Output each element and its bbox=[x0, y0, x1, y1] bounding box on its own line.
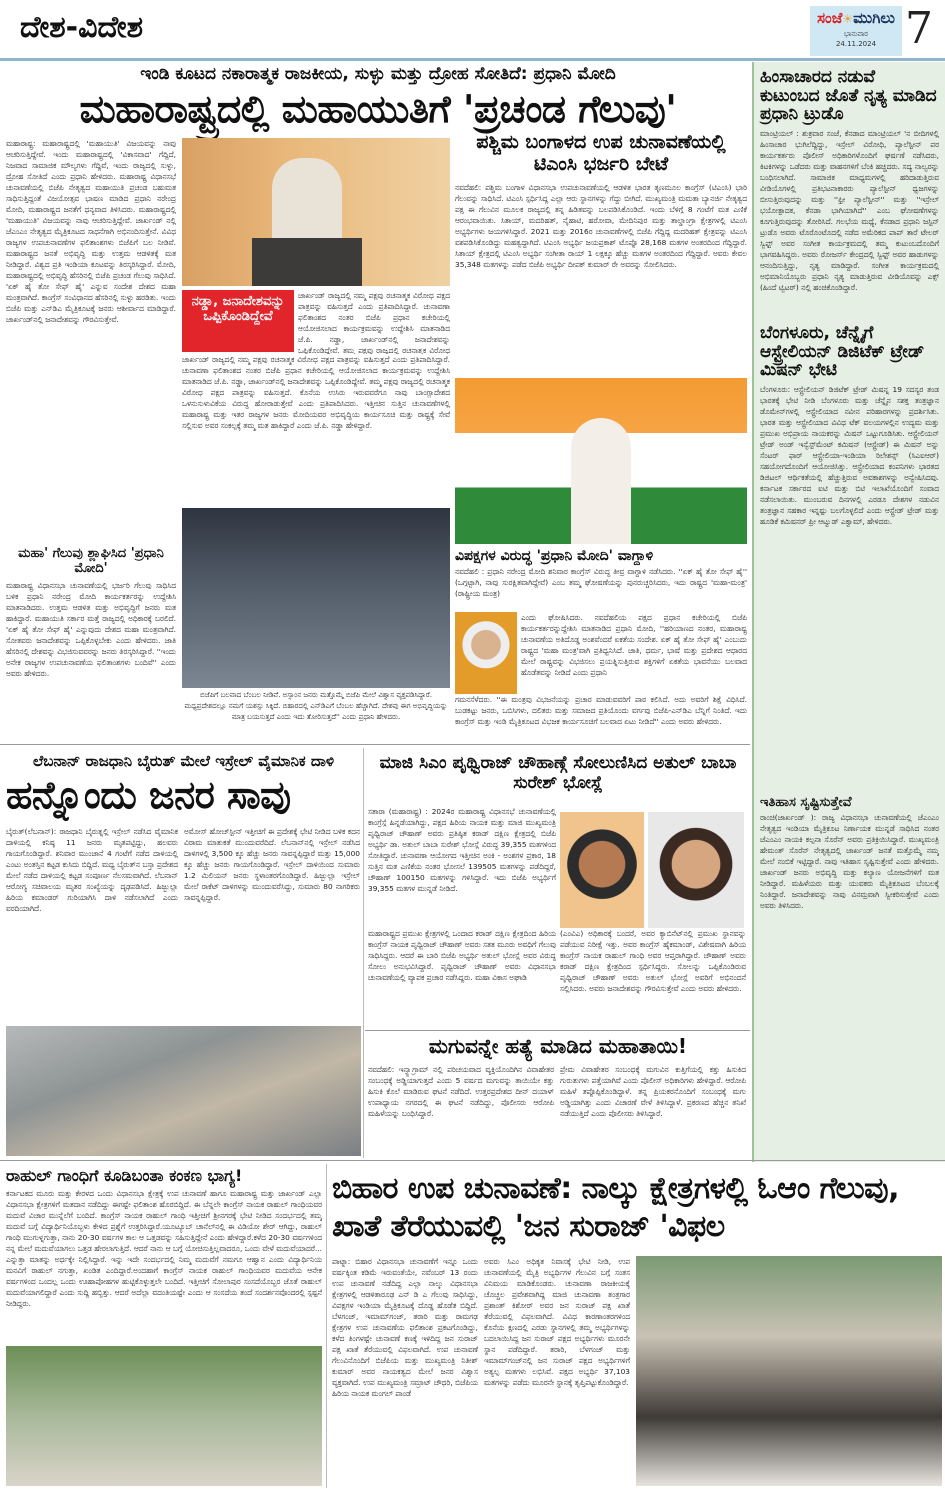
lebanon-body-col1: ಬೈರುತ್(ಲೆಬನಾನ್): ರಾಜಧಾನಿ ಬೈರುತ್ನಲ್ಲಿ ಇಸ್ರೇಲ್ ನಡೆಸಿದ ವೈಮಾನಿಕ ದಾಳಿಯಲ್ಲಿ ಕನಿಷ್ಠ 11 ಜನರು ಮೃತಪಟ್ಟಿದ್ದು, ಹಲವರು ಗಾಯಗೊಂಡಿದ್ದಾರೆ. ಶನಿವಾರ ಮುಂಜಾನೆ 4 ಗಂಟೆಗೆ ನಡೆದ ದಾಳಿಯಲ್ಲಿ ಎಂಟು ಅಂತಸ್ತಿನ ಕಟ್ಟಡ ಕುಸಿದು ಬಿದ್ದಿದೆ. ಮಧ್ಯ ಬೈರುತ್‌ನ ಬಸ್ತಾ ಪ್ರದೇಶದ ಮೇಲೆ ನಡೆದ ದಾಳಿಯಲ್ಲಿ ಕಟ್ಟಡ ಸಂಪೂರ್ಣ ನೆಲಸಮವಾಗಿದೆ. ಲೆಬನಾನ್ ಆರೋಗ್ಯ ಸಚಿವಾಲಯ ಮೃತರ ಸಂಖ್ಯೆಯನ್ನು ದೃಢಪಡಿಸಿದೆ. ಹಿಜ್ಬುಲ್ಲಾ ಹಿರಿಯ ಕಮಾಂಡರ್ ಗುರಿಯಾಗಿಸಿ ದಾಳಿ ನಡೆಸಲಾಗಿದೆ ಎಂದು ವರದಿಯಾಗಿದೆ. bbox=[6, 827, 178, 913]
chavan-body-top: ಸತಾರಾ (ಮಹಾರಾಷ್ಟ್ರ) : 2024ರ ಮಹಾರಾಷ್ಟ್ರ ವಿಧಾನಸಭೆ ಚುನಾವಣೆಯಲ್ಲಿ ಕಾಂಗ್ರೆಸ್ಗೆ ಹಿನ್ನಡೆಯಾಗಿದ್ದು, ಪಕ್ಷದ ಹಿರಿಯ ನಾಯಕ ಮತ್ತು ಮಾಜಿ ಮುಖ್ಯಮಂತ್ರಿ ಪೃಥ್ವಿರಾಜ್ ಚೌಹಾಣ್ ಅವರು ಪ್ರತಿಷ್ಠಿತ ಕರಾಡ್ ದಕ್ಷಿಣ ಕ್ಷೇತ್ರದಲ್ಲಿ ಬಿಜೆಪಿ ಅಭ್ಯರ್ಥಿ ಡಾ. ಅತುಲ್ ಬಾಬಾ ಸುರೇಶ್ ಭೋಸ್ಲೆ ವಿರುದ್ಧ 39,355 ಮತಗಳಿಂದ ಸೋತಿದ್ದಾರೆ. ಚುನಾವಣಾ ಆಯೋಗದ ಇತ್ತೀಚಿನ ಅಂಕಿ - ಅಂಶಗಳ ಪ್ರಕಾರ, 18 ಸುತ್ತಿನ ಮತ ಎಣಿಕೆಯ ನಂತರ ಭೋಸಲೆ 139505 ಮತಗಳನ್ನು ಪಡೆದಿದ್ದರೆ, ಚೌಹಾಣ್ 100150 ಮತಗಳನ್ನು ಗಳಿಸಿದ್ದಾರೆ. ಇದು ಬಿಜೆಪಿ ಅಭ್ಯರ್ಥಿಗೆ 39,355 ಮತಗಳ ಮುನ್ನಡೆ ನೀಡಿದೆ. bbox=[368, 807, 556, 893]
divider bbox=[365, 1030, 750, 1031]
lead-kicker: ಇಂಡಿ ಕೂಟದ ನಕಾರಾತ್ಮಕ ರಾಜಕೀಯ, ಸುಳ್ಳು ಮತ್ತು ದ್ರೋಹ ಸೋತಿದೆ: ಪ್ರಧಾನಿ ಮೋದಿ bbox=[140, 64, 616, 84]
mamata-photo bbox=[455, 378, 747, 544]
bengal-headline: ಪಶ್ಚಿಮ ಬಂಗಾಳದ ಉಪ ಚುನಾವಣೆಯಲ್ಲಿ ಟಿಎಂಸಿ ಭರ್ಜರಿ ಬೇಟೆ bbox=[476, 131, 726, 175]
divider bbox=[326, 1164, 327, 1488]
rahul-gandhi-photo bbox=[6, 1346, 322, 1486]
chavan-body-col2: (ಎಂವಿಎ) ಅಧಿಕಾರಕ್ಕೆ ಬಂದರೆ, ಅವರ ಕ್ಯಾಬಿನೆಟ್‌ನಲ್ಲಿ ಪ್ರಮುಖ ಸ್ಥಾನವನ್ನು ಪಡೆಯುವ ನಿರೀಕ್ಷೆ ಇತ್ತು. ಅವರ ಕಾಂಗ್ರೆಸ್ ಹೈಕಮಾಂಡ್, ವಿಶೇಷವಾಗಿ ಹಿರಿಯ ಕಾಂಗ್ರೆಸ್ ನಾಯಕ ರಾಹುಲ್ ಗಾಂಧಿ ಅವರ ಆಪ್ತರಾಗಿದ್ದಾರೆ. ಚೌಹಾಣ್ ಅವರು ಕರಾಡ್ ದಕ್ಷಿಣ ಕ್ಷೇತ್ರದಿಂದ ಸ್ಪರ್ಧಿಸಿದ್ದರು. ಸೋಲನ್ನು ಒಪ್ಪಿಕೊಂಡಿರುವ ಪೃಥ್ವಿರಾಜ್ ಚೌಹಾಣ್ ಅವರು ಅತುಲ್ ಭೋಸ್ಲೆ ಅವರಿಗೆ ಅಭಿನಂದನೆ ಸಲ್ಲಿಸಿದರು. ಅವರು ಜನಾದೇಶವನ್ನು ಗೌರವಿಸುತ್ತೇವೆ ಎಂದು ಅವರು ಹೇಳಿದರು. bbox=[560, 929, 746, 993]
header-rule bbox=[0, 58, 945, 61]
right-sidebar bbox=[752, 62, 945, 1162]
trudeau-headline: ಹಿಂಸಾಚಾರದ ನಡುವೆ ಕುಟುಂಬದ ಜೊತೆ ನೃತ್ಯ ಮಾಡಿದ ಪ್ರಧಾನಿ ಟ್ರುಡೊ bbox=[760, 67, 937, 125]
lebanon-body-col2: ಅಮೋಸ್ ಹೋಚ್‌ಸ್ಟೀನ್ ಇತ್ತೀಚಿಗೆ ಈ ಪ್ರದೇಶಕ್ಕೆ ಭೇಟಿ ನೀಡಿದ ಬಳಿಕ ಕದನ ವಿರಾಮ ಮಾತುಕತೆ ಮುಂದುವರೆದಿದೆ. ಲೆಬನಾನ್‌ನಲ್ಲಿ ಇಸ್ರೇಲ್ ನಡೆಸಿದ ದಾಳಿಗಳಲ್ಲಿ 3,500 ಕ್ಕೂ ಹೆಚ್ಚು ಜನರು ಸಾವನ್ನಪ್ಪಿದ್ದಾರೆ ಮತ್ತು 15,000 ಕ್ಕೂ ಹೆಚ್ಚು ಜನರು ಗಾಯಗೊಂಡಿದ್ದಾರೆ. ಇಸ್ರೇಲ್ ದಾಳಿಯಿಂದ ಸುಮಾರು 1.2 ಮಿಲಿಯನ್ ಜನರು ಸ್ಥಳಾಂತರಗೊಂಡಿದ್ದಾರೆ. ಹಿಜ್ಬುಲ್ಲಾ ಇಸ್ರೇಲ್ ಮೇಲೆ ರಾಕೆಟ್ ದಾಳಿಗಳನ್ನು ಮುಂದುವರೆಸಿದ್ದು, ಸುಮಾರು 80 ನಾಗರಿಕರು ಸಾವನ್ನಪ್ಪಿದ್ದಾರೆ. bbox=[184, 827, 360, 902]
history-headline: ಇತಿಹಾಸ ಸೃಷ್ಟಿಸುತ್ತೇವೆ bbox=[760, 795, 852, 811]
chavan-headline: ಮಾಜಿ ಸಿಎಂ ಪೃಥ್ವಿರಾಜ್ ಚೌಹಾಣ್ಗೆ ಸೋಲುಣಿಸಿದ ಅತುಲ್ ಬಾಬಾ ಸುರೇಶ್ ಭೋಸ್ಲೆ bbox=[379, 753, 737, 793]
mother-body-col2: ಪ್ರೇಮ ವಿವಾಹೇತರ ಸಂಬಂಧಕ್ಕೆ ಮಗುವಿನ ಕುತ್ತಿಗೆಯಲ್ಲಿ ಕತ್ತು ಹಿಸುಕಿದ ಗುರುತುಗಳು ಪತ್ತೆಯಾಗಿವೆ ಎಂದು ಪೊಲೀಸ್ ಅಧಿಕಾರಿಗಳು ಹೇಳಿದ್ದಾರೆ. ಆರೋಪಿ ಮಹಿಳೆ ತಪ್ಪೊಪ್ಪಿಕೊಂಡಿದ್ದಾಳೆ. ತನ್ನ ಪ್ರಿಯಕರನೊಂದಿಗೆ ಸಂಬಂಧಕ್ಕೆ ಮಗು ಅಡ್ಡಿಯಾಗಿತ್ತು ಎಂದು ವಿಚಾರಣೆ ವೇಳೆ ತಿಳಿಸಿದ್ದಾಳೆ. ಪ್ರಕರಣದ ಹೆಚ್ಚಿನ ತನಿಖೆ ನಡೆಯುತ್ತಿದೆ ಎಂದು ಪೊಲೀಸರು ತಿಳಿಸಿದ್ದಾರೆ. bbox=[560, 1065, 746, 1118]
photo-caption: ಬಿಜೆಪಿಗೆ ಬಲವಾದ ಬೆಂಬಲ ನೀಡಿವೆ. ಅಸ್ಸಾಂನ ಜನರು ಮತ್ತೊಮ್ಮೆ ಬಿಜೆಪಿ ಮೇಲೆ ವಿಶ್ವಾಸ ವ್ಯಕ್ತಪಡಿಸಿದ್ದಾರೆ. ಮಧ್ಯಪ್ರದೇಶದಲ್ಲೂ ನಮಗೆ ಯಶಸ್ಸು ಸಿಕ್ಕಿದೆ. ಬಿಹಾರದಲ್ಲಿ ಎನ್‌ಡಿಎಗೆ ಬೆಂಬಲ ಹೆಚ್ಚಾಗಿದೆ. ದೇಶವು ಈಗ ಅಭಿವೃದ್ಧಿಯನ್ನು ಮಾತ್ರ ಬಯಸುತ್ತದೆ ಎಂದು ಇದು ತೋರಿಸುತ್ತದೆ'' ಎಂದು ಪ್ರಧಾನಿ ಹೇಳಿದರು. bbox=[184, 691, 448, 721]
divider bbox=[0, 744, 750, 745]
section-title: ದೇಶ-ವಿದೇಶ bbox=[20, 10, 144, 45]
modi-speech-photo bbox=[182, 138, 450, 286]
page-number: 7 bbox=[905, 3, 933, 54]
bengal-body: ನವದೆಹಲಿ: ಪಶ್ಚಿಮ ಬಂಗಾಳ ವಿಧಾನಸಭಾ ಉಪಚುನಾವಣೆಯಲ್ಲಿ ಆಡಳಿತ ಭಾರತ ತೃಣಮೂಲ ಕಾಂಗ್ರೆಸ್ (ಟಿಎಂಸಿ) ಭಾರಿ ಗೆಲುವನ್ನು ಸಾಧಿಸಿದೆ. ಟಿಎಂಸಿ ಸ್ಪರ್ಧಿಸಿದ್ದ ಎಲ್ಲಾ ಆರು ಸ್ಥಾನಗಳನ್ನು ಗೆದ್ದು ಬೀಗಿದೆ. ಮುಖ್ಯಮಂತ್ರಿ ಮಮತಾ ಬ್ಯಾನರ್ಜಿ ನೇತೃತ್ವದ ಪಕ್ಷ ಈ ಗೆಲುವಿನ ಮೂಲಕ ರಾಜ್ಯದಲ್ಲಿ ತನ್ನ ಹಿಡಿತವನ್ನು ಬಲಪಡಿಸಿಕೊಂಡಿದೆ. ಇಂದು ಬೆಳಿಗ್ಗೆ 8 ಗಂಟೆಗೆ ಮತ ಎಣಿಕೆ ಆರಂಭವಾಯಿತು. ಸಿತಾಯ್, ಮದರಿಹತ್, ನೈಹಾಟಿ, ಹರೋವಾ, ಮೇದಿನಿಪುರ ಮತ್ತು ತಾಲ್ಡಾಂಗ್ರಾ ಕ್ಷೇತ್ರಗಳಲ್ಲಿ ಟಿಎಂಸಿ ಅಭ್ಯರ್ಥಿಗಳು ಜಯಗಳಿಸಿದ್ದಾರೆ. 2021 ಮತ್ತು 2016ರ ಚುನಾವಣೆಗಳಲ್ಲಿ ಬಿಜೆಪಿ ಗೆದ್ದಿದ್ದ ಮದರಿಹತ್ ಕ್ಷೇತ್ರವನ್ನು ಟಿಎಂಸಿ ವಶಪಡಿಸಿಕೊಂಡಿದ್ದು ಮಹತ್ವದ್ದಾಗಿದೆ. ಟಿಎಂಸಿ ಅಭ್ಯರ್ಥಿ ಜಯಪ್ರಕಾಶ್ ಟೊಪ್ಪೊ 28,168 ಮತಗಳ ಅಂತರದಿಂದ ಗೆದ್ದಿದ್ದಾರೆ. ಸಿತಾಯ್ ಕ್ಷೇತ್ರದಲ್ಲಿ ಟಿಎಂಸಿ ಅಭ್ಯರ್ಥಿ ಸಂಗೀತಾ ರಾಯ್ 1 ಲಕ್ಷಕ್ಕೂ ಹೆಚ್ಚು ಮತಗಳ ಅಂತರದಿಂದ ಗೆದ್ದಿದ್ದಾರೆ. ಅವರು ಕೇವಲ 35,348 ಮತಗಳನ್ನು ಪಡೆದ ಬಿಜೆಪಿ ಅಭ್ಯರ್ಥಿ ದೀಪಕ್ ಕುಮಾರ್ ರೇ ಅವರನ್ನು ಸೋಲಿಸಿದರು. bbox=[455, 183, 747, 269]
lebanon-headline: ಹನ್ನೊಂದು ಜನರ ಸಾವು bbox=[6, 773, 291, 817]
nadda-text-side: ಜಾರ್ಖಂಡ್ ರಾಜ್ಯದಲ್ಲಿ ನಮ್ಮ ಪಕ್ಷವು ರಚನಾತ್ಮಕ ವಿರೋಧ ಪಕ್ಷದ ಪಾತ್ರವನ್ನು ವಹಿಸುತ್ತದೆ ಎಂದು ಪ್ರತಿಪಾದಿಸಿದ್ದಾರೆ. ಚುನಾವಣಾ ಫಲಿತಾಂಶದ ನಂತರ ಬಿಜೆಪಿ ಪ್ರಧಾನ ಕಚೇರಿಯಲ್ಲಿ ಆಯೋಜಿಸಲಾದ ಕಾರ್ಯಕ್ರಮವನ್ನು ಉದ್ದೇಶಿಸಿ ಮಾತನಾಡಿದ ಜೆ.ಪಿ. ನಡ್ಡಾ, ಜಾರ್ಖಂಡ್‌ನಲ್ಲಿ ಜನಾದೇಶವನ್ನು ಒಪ್ಪಿಕೊಂಡಿದ್ದೇವೆ. ತಮ್ಮ ಪಕ್ಷವು ರಾಜ್ಯದಲ್ಲಿ ರಚನಾತ್ಮಕ ವಿರೋಧ bbox=[298, 291, 450, 354]
rahul-body: ಕರ್ನಾಟಕದ ಮೂರು ಮತ್ತು ಕೇರಳದ ಒಂದು ವಿಧಾನಸಭಾ ಕ್ಷೇತ್ರಕ್ಕೆ ಉಪ ಚುನಾವಣೆ ಹಾಗೂ ಮಹಾರಾಷ್ಟ್ರ ಮತ್ತು ಜಾರ್ಖಂಡ್ ಎಲ್ಲಾ ವಿಧಾನಸಭಾ ಕ್ಷೇತ್ರಗಳಿಗೆ ಮತದಾನ ನಡೆದಿದ್ದು ಈಗಷ್ಟೇ ಫಲಿತಾಂಶ ಹೊರಬಿದ್ದಿದೆ. ಈ ಬೆನ್ನಲೇ ಕಾಂಗ್ರೆಸ್ ನಾಯಕ ರಾಹುಲ್ ಗಾಂಧಿಯವರ ಮದುವೆ ವಿಚಾರ ಮುನ್ನೆಲೆಗೆ ಬಂದಿದೆ. ಕಾಂಗ್ರೆಸ್ ನಾಯಕ ರಾಹುಲ್ ಗಾಂಧಿ ಇತ್ತೀಚಿಗೆ ಶ್ರೀನಗರಕ್ಕೆ ಭೇಟಿ ನೀಡಿದ ಸಂದರ್ಭದಲ್ಲಿ ತಮ್ಮ ಮದುವೆ ಬಗ್ಗೆ ವಿದ್ಯಾರ್ಥಿನಿಯೊಬ್ಬಳು ಕೇಳಿದ ಪ್ರಶ್ನೆಗೆ ಉತ್ತರಿಸಿದ್ದಾರೆ.ಯೂಟ್ಯೂಬ್ ಚಾನೆಲ್‌ನಲ್ಲಿ ಈ ವಿಡಿಯೋ ಶೇರ್ ಆಗಿದ್ದು, ರಾಹುಲ್ ಗಾಂಧಿ ಮುಗುಳ್ನಗುತ್ತಾ, ನಾನು 20-30 ವರ್ಷಗಳ ಕಾಲ ಆ ಒತ್ತಡವನ್ನು ಸಹಿಸುತ್ತಿದ್ದೇನೆ ಎಂದು ಹೇಳಿದ್ದಾರೆ.ಕಳೆದ 20-30 ವರ್ಷಗಳಿಂದ ನನ್ನ ಮೇಲೆ ಮದುವೆಯಾಗಲು ಒತ್ತಡ ಹೇರಲಾಗುತ್ತಿದೆ. ಆದರೆ ನಾನು ಆ ಬಗ್ಗೆ ಯೋಚಿಸುತ್ತಿಲ್ಲವಾದರೂ, ಒಂದು ವೇಳೆ ಮದುವೆಯಾದರೆ... ಎನ್ನುತ್ತಾ ಮಾತನ್ನು ಅರ್ಧಕ್ಕೇ ನಿಲ್ಲಿಸಿದ್ದಾರೆ. ಇನ್ನು ಇದೇ ಸಂದರ್ಭದಲ್ಲಿ ನಿಮ್ಮ ಮದುವೆಗೆ ನಮಗೂ ಆಹ್ವಾನ ಎಂದು ವಿದ್ಯಾರ್ಥಿನಿಯ ಮನವಿಗೆ ರಾಹುಲ್ ನಗುತ್ತಾ, ಖಂಡಿತ ಎಂದಿದ್ದಾರೆ.ಅಂದಹಾಗೆ ಕಾಂಗ್ರೆಸ್ ನಾಯಕ ರಾಹುಲ್ ಗಾಂಧಿಯವರ ಮದುವೆಯ ಆನೇಕ ವರ್ಷಗಳಿಂದ ಒಂದಲ್ಲ ಒಂದು ಊಹಾಪೋಹಗಳ ಹುಟ್ಟಿಕೊಳ್ಳುತ್ತಲೇ ಬಂದಿದೆ. ಇತ್ತೀಚಿಗೆ ಸೋಲಾಪುರ ಸಂಸದೆಯೊಬ್ಬರ ಜೊತೆ ರಾಹುಲ್ ಮದುವೆಯಾಗಲಿದ್ದಾರೆ ಎಂದು ಸುದ್ದಿ ಹಬ್ಬಿತ್ತು. ಆದರೆ ಅದೆಲ್ಲಾ ವದಂತಿಯಷ್ಟೇ ಎಂದು ಆ ಸಂಸದೆಯ ತಂದೆ ಸಂದರ್ಶನವೊಂದರಲ್ಲಿ ಸ್ಪಷ್ಟನೆ ನೀಡಿದ್ದರು. bbox=[6, 1189, 322, 1308]
brand-logo bbox=[810, 9, 902, 27]
modi-attack-body-top: ನವದೆಹಲಿ : ಪ್ರಧಾನಿ ನರೇಂದ್ರ ಮೋದಿ ಶನಿವಾರ ಕಾಂಗ್ರೆಸ್ ವಿರುದ್ಧ ತೀವ್ರ ವಾಗ್ದಾಳಿ ನಡೆಸಿದರು. ''ಏಕ್ ಹೈ ತೋ ಸೇಫ್ ಹೈ'' (ಒಗ್ಗಟ್ಟಾಗಿ, ನಾವು ಸುರಕ್ಷಿತವಾಗಿದ್ದೇವೆ) ಎಂಬ ತಮ್ಮ ಘೋಷಣೆಯನ್ನು ಪುನರುಚ್ಚರಿಸಿದರು, ಇದು ರಾಷ್ಟ್ರದ 'ಮಹಾ-ಮಂತ್ರ' (ರಾಷ್ಟ್ರೀಯ ಮಂತ್ರ) bbox=[455, 567, 747, 598]
bihar-celebration-photo bbox=[636, 1256, 942, 1486]
history-body: ರಾಂಚಿ(ಜಾರ್ಖಂಡ್ ): ರಾಜ್ಯ ವಿಧಾನಸಭಾ ಚುನಾವಣೆಯಲ್ಲಿ ಜೆಎಂಎಂ ನೇತೃತ್ವದ ಇಂಡಿಯಾ ಮೈತ್ರಿಕೂಟ ನಿರ್ಣಾಯಕ ಮುನ್ನಡೆ ಸಾಧಿಸಿದ ನಂತರ ಜೆಎಂಎಂ ನಾಯಕಿ ಕಲ್ಪನಾ ಸೊರೆನ್ ಅವರು ಪ್ರತಿಕ್ರಿಯಿಸಿದ್ದಾರೆ. ಮುಖ್ಯಮಂತ್ರಿ ಹೇಮಂತ್ ಸೊರೆನ್ ನೇತೃತ್ವದಲ್ಲಿ ಜಾರ್ಖಂಡ್ ಜನತೆ ಮತ್ತೊಮ್ಮೆ ನಮ್ಮ ಮೇಲೆ ನಂಬಿಕೆ ಇಟ್ಟಿದ್ದಾರೆ. ನಾವು ಇತಿಹಾಸ ಸೃಷ್ಟಿಸುತ್ತೇವೆ ಎಂದು ಹೇಳಿದರು. ಜಾರ್ಖಂಡ್ ಜನರು ಅಭಿವೃದ್ಧಿ ಮತ್ತು ಕಲ್ಯಾಣ ಯೋಜನೆಗಳಿಗೆ ಮತ ನೀಡಿದ್ದಾರೆ. ಮಹಿಳೆಯರು ಮತ್ತು ಯುವಕರು ಮೈತ್ರಿಕೂಟದ ಬೆಂಬಲಕ್ಕೆ ನಿಂತಿದ್ದಾರೆ. ಜನಾದೇಶವನ್ನು ನಾವು ವಿನಮ್ರವಾಗಿ ಸ್ವೀಕರಿಸುತ್ತೇವೆ ಎಂದು ಅವರು ತಿಳಿಸಿದರು. bbox=[760, 813, 939, 911]
divider bbox=[0, 1160, 945, 1161]
modi-attack-headline: ವಿಪಕ್ಷಗಳ ವಿರುದ್ಧ 'ಪ್ರಧಾನಿ ಮೋದಿ' ವಾಗ್ದಾಳಿ bbox=[455, 548, 654, 564]
victory-celebration-photo bbox=[182, 508, 450, 688]
mamata-figure bbox=[571, 418, 631, 544]
bihar-body-col2: ಅವರು ಸಿಎಂ ಅಧಿಕೃತ ನಿವಾಸಕ್ಕೆ ಭೇಟಿ ನೀಡಿ, ಉಪ ಚುನಾವಣೆಯಲ್ಲಿ ಮೈತ್ರಿ ಅಭ್ಯರ್ಥಿಗಳ ಗೆಲುವಿನ ಬಗ್ಗೆ ಸಂತಸ ವಿನಿಮಯ ಮಾಡಿಕೊಂಡರು. ಚುನಾವಣಾ ರಾಜಕೀಯಕ್ಕೆ ಚೊಚ್ಚಲ ಪ್ರವೇಶವಾಗಿದ್ದ ಮಾಜಿ ಚುನಾವಣಾ ತಂತ್ರಗಾರ ಪ್ರಶಾಂತ್ ಕಿಶೋರ್ ಅವರ ಜನ ಸುರಾಜ್ ಪಕ್ಷ ಖಾತೆ ತೆರೆಯುವಲ್ಲಿ ವಿಫಲವಾಗಿದೆ. ವಿವಿಧ ಕಾರಣಾಂತರಗಳಿಂದ ಕೊನೆಯ ಕ್ಷಣದಲ್ಲಿ ಎರಡು ಸ್ಥಾನಗಳಲ್ಲಿ ತಮ್ಮ ಅಭ್ಯರ್ಥಿಗಳನ್ನು ಬದಲಾಯಿಸಿದ್ದ ಜನ ಸುರಾಜ್ ಪಕ್ಷದ ಅಭ್ಯರ್ಥಿಗಳು ಮೂರನೇ ಸ್ಥಾನ ಪಡೆದಿದ್ದಾರೆ. ತರಾರಿ, ಬೆಳಗಂಜ್ ಮತ್ತು ಇಮಾಮ್‌ಗಂಜ್‌ನಲ್ಲಿ ಜನ ಸುರಾಜ್ ಪಕ್ಷದ ಅಭ್ಯರ್ಥಿಗಳಿಗೆ ಅತ್ಯಲ್ಪ ಮತಗಳು ಲಭಿಸಿವೆ. ಪಕ್ಷದ ಅಭ್ಯರ್ಥಿ 37,103 ಮತಗಳನ್ನು ಪಡೆದು ಮೂರನೇ ಸ್ಥಾನಕ್ಕೆ ತೃಪ್ತಿಪಟ್ಟುಕೊಂಡಿದ್ದಾರೆ. bbox=[484, 1257, 630, 1387]
trudeau-body: ಮಾಂಟ್ರಿಯಲ್ : ಶುಕ್ರವಾರ ಸಂಜೆ, ಕೆನಡಾದ ಮಾಂಟ್ರಿಯಲ್ 'ನ ಬೀದಿಗಳಲ್ಲಿ ಹಿಂಸಾಚಾರ ಭುಗಿಲೆದ್ದಿದ್ದು, ಇಸ್ರೇಲ್ ವಿರೋಧಿ, ಪ್ಯಾಲೆಸ್ಟೀನ್ ಪರ ಕಾರ್ಯಕರ್ತರು ಪೊಲೀಸ್ ಅಧಿಕಾರಿಗಳೊಂದಿಗೆ ಘರ್ಷಣೆ ನಡೆಸಿದರು, ಕಿಟಕಿಗಳನ್ನು ಒಡೆದರು ಮತ್ತು ವಾಹನಗಳಿಗೆ ಬೆಂಕಿ ಹಚ್ಚಿದರು. ಸದ್ಯ ನಾಲ್ವರನ್ನು ಬಂಧಿಸಲಾಗಿದೆ. ಸಾಮಾಜಿಕ ಮಾಧ್ಯಮಗಳಲ್ಲಿ ಹರಿದಾಡುತ್ತಿರುವ ವೀಡಿಯೊಗಳಲ್ಲಿ ಪ್ರತಿಭಟನಾಕಾರರು ಪ್ಯಾಲೆಸ್ಟೀನ್ ಧ್ವಜಗಳನ್ನು ಬೀಸುತ್ತಿರುವುದನ್ನು ಮತ್ತು ''ಫ್ರೀ ಪ್ಯಾಲೆಸ್ಟೀನ್'' ಮತ್ತು ''ಇಸ್ರೇಲ್ ಭಯೋತ್ಪಾದಕ, ಕೆನಡಾ ಭಾಗಿಯಾಗಿದೆ'' ಎಂಬ ಘೋಷಣೆಗಳನ್ನು ಕೂಗುತ್ತಿರುವುದನ್ನು ತೋರಿಸಿದೆ. ಗಲಭೆಯ ಮಧ್ಯೆ, ಕೆನಡಾದ ಪ್ರಧಾನಿ ಜಸ್ಟಿನ್ ಟ್ರುಡೊ ಅವರು ಟೊರೊಂಟೊದಲ್ಲಿ ನಡೆದ ಅಮೆರಿಕದ ಪಾಪ್ ತಾರೆ ಟೇಲರ್ ಸ್ವಿಫ್ಟ್ ಅವರ ಸಂಗೀತ ಕಾರ್ಯಕ್ರಮದಲ್ಲಿ ತಮ್ಮ ಕುಟುಂಬದೊಂದಿಗೆ ಭಾಗವಹಿಸಿದ್ದರು. ಅವರು ರೋಜರ್ಸ್ ಕೇಂದ್ರದಲ್ಲಿ ಸ್ವಿಫ್ಟ್ ಅವರ ಹಾಡುಗಳನ್ನು ಆನಂದಿಸುತ್ತಿದ್ದು, ನೃತ್ಯ ಮಾಡಿದ್ದಾರೆ. ಸಂಗೀತ ಕಾರ್ಯಕ್ರಮದಲ್ಲಿ ಅಭಿಮಾನಿಯೊಬ್ಬರು ಪ್ರಧಾನಿ ನೃತ್ಯ ಮಾಡುತ್ತಿರುವ ವೀಡಿಯೊವನ್ನು ಎಕ್ಸ್ (ಹಿಂದೆ ಟ್ವಿಟರ್) ನಲ್ಲಿ ಹಂಚಿಕೊಂಡಿದ್ದಾರೆ. bbox=[760, 129, 939, 293]
mother-headline: ಮಗುವನ್ನೇ ಹತ್ಯೆ ಮಾಡಿದ ಮಹಾತಾಯಿ! bbox=[428, 1034, 688, 1058]
issue-date: 24.11.2024 bbox=[835, 40, 877, 48]
maha-subhead: ಮಹಾ' ಗೆಲುವು ಶ್ಲಾಘಿಸಿದ 'ಪ್ರಧಾನಿ ಮೋದಿ' bbox=[18, 546, 164, 576]
maha-body: ಮಹಾರಾಷ್ಟ್ರ ವಿಧಾನಸಭಾ ಚುನಾವಣೆಯಲ್ಲಿ ಭರ್ಜರಿ ಗೆಲುವು ಸಾಧಿಸಿದ ಬಳಿಕ ಪ್ರಧಾನಿ ನರೇಂದ್ರ ಮೋದಿ ಕಾರ್ಯಕರ್ತರನ್ನು ಉದ್ದೇಶಿಸಿ ಮಾತನಾಡಿದರು. ಉತ್ತಮ ಆಡಳಿತ ಮತ್ತು ಅಭಿವೃದ್ಧಿಗೆ ಜನರು ಮತ ಹಾಕಿದ್ದಾರೆ. ಮಹಾಯುತಿ ಸರ್ಕಾರ ಮತ್ತೆ ರಾಜ್ಯದಲ್ಲಿ ಅಧಿಕಾರಕ್ಕೆ ಬರಲಿದೆ. 'ಏಕ್ ಹೈ ತೋ ಸೇಫ್ ಹೈ' ಎನ್ನುವುದು ದೇಶದ ಮಹಾ ಮಂತ್ರವಾಗಿದೆ. ಸೋತವರು ಜನಾದೇಶವನ್ನು ಒಪ್ಪಿಕೊಳ್ಳಬೇಕು ಎಂದು ಹೇಳಿದರು. ಜಾತಿ ಹೆಸರಿನಲ್ಲಿ ದೇಶವನ್ನು ವಿಭಜಿಸುವವರನ್ನು ಜನರು ತಿರಸ್ಕರಿಸಿದ್ದಾರೆ. ''ಇಂದು ಅನೇಕ ರಾಜ್ಯಗಳ ಉಪಚುನಾವಣೆಯ ಫಲಿತಾಂಶಗಳು ಬಂದಿವೆ'' ಎಂದು ಅವರು ಹೇಳಿದರು. bbox=[6, 581, 176, 678]
mother-body-col1: ನವದೆಹಲಿ: ಇನ್ಸ್ಟಾಗ್ರಾಮ್ ನಲ್ಲಿ ಪರಿಚಯವಾದ ವ್ಯಕ್ತಿಯೊಂದಿಗಿನ ವಿವಾಹೇತರ ಸಂಬಂಧಕ್ಕೆ ಅಡ್ಡಿಯಾಗುತ್ತದೆ ಎಂದು 5 ವರ್ಷದ ಮಗುವನ್ನು ತಾಯಿಯೇ ಕತ್ತು ಹಿಸುಕಿ ಕೊಲೆ ಮಾಡಿರುವ ಘಟನೆ ನಡೆದಿದೆ. ಉತ್ತರಪ್ರದೇಶದ ದೀನ್ ದಯಾಳ್ ಉಪಾಧ್ಯಾಯ ನಗರದಲ್ಲಿ ಈ ಘಟನೆ ನಡೆದಿದ್ದು, ಪೊಲೀಸರು ಆರೋಪಿ ಮಹಿಳೆಯನ್ನು ಬಂಧಿಸಿದ್ದಾರೆ. bbox=[368, 1065, 554, 1118]
rahul-headline: ರಾಹುಲ್ ಗಾಂಧಿಗೆ ಕೂಡಿಬಂತಾ ಕಂಕಣ ಭಾಗ್ಯ! bbox=[6, 1166, 243, 1185]
masthead bbox=[810, 6, 902, 56]
podium bbox=[252, 238, 362, 286]
trade-mission-body: ಬೆಂಗಳೂರು: ಆಸ್ಟ್ರೇಲಿಯನ್ ಡಿಜಿಟೆಕ್ ಟ್ರೇಡ್ ಮಿಷನ್ನ 19 ಸದಸ್ಯರ ತಂಡ ಭಾರತಕ್ಕೆ ಭೇಟಿ ನೀಡಿ ಬೆಂಗಳೂರು ಮತ್ತು ಚೆನ್ನೈನ ಸಶಕ್ತ ತಂತ್ರಜ್ಞಾನ ಡೊಮೇನ್‌ಗಳಲ್ಲಿ ಆಸ್ಟ್ರೇಲಿಯಾದ ನವೀನ ಪರಿಹಾರಗಳನ್ನು ಪ್ರದರ್ಶಿಸಿತು. ಭಾರತ ಮತ್ತು ಆಸ್ಟ್ರೇಲಿಯಾದ ವಿವಿಧ ಟೆಕ್ ವಲಯಗಳಲ್ಲಿನ ಉದ್ಯಮ ಮತ್ತು ಪ್ರಮುಖ ಅಭಿಪ್ರಾಯ ನಾಯಕರನ್ನು ಮಿಷನ್ ಒಟ್ಟುಗೂಡಿಸಿತು. ಆಸ್ಟ್ರೇಲಿಯನ್ ಟ್ರೇಡ್ ಅಂಡ್ ಇನ್ವೆಸ್ಟ್‌ಮೆಂಟ್ ಕಮಿಷನ್ (ಆಸ್ಟ್ರೇಡ್) ಈ ಮಿಷನ್ ಅನ್ನು ಸೆಂಟರ್ ಫಾರ್ ಆಸ್ಟ್ರೇಲಿಯಾ-ಇಂಡಿಯಾ ರಿಲೇಶನ್ಸ್ (ಸಿಎಐಆರ್) ಸಹಯೋಗದೊಂದಿಗೆ ಆಯೋಜಿಸಿತ್ತು. ಆಸ್ಟ್ರೇಲಿಯಾದ ಕಂಪನಿಗಳು ಭಾರತದ ಡಿಜಿಟಲ್ ಆರ್ಥಿಕತೆಯಲ್ಲಿ ಹೆಚ್ಚುತ್ತಿರುವ ಅವಕಾಶಗಳನ್ನು ಅನ್ವೇಷಿಸಿದವು. ಕರ್ನಾಟಕ ಸರ್ಕಾರದ ಐಟಿ ಮತ್ತು ಬಿಟಿ ಇಲಾಖೆಯೊಂದಿಗೆ ಸಂವಾದ ನಡೆಸಲಾಯಿತು. ಮುಂಬರುವ ದಿನಗಳಲ್ಲಿ ಎರಡೂ ದೇಶಗಳ ನಡುವಿನ ತಂತ್ರಜ್ಞಾನ ಸಹಕಾರ ಇನ್ನಷ್ಟು ಬಲಗೊಳ್ಳಲಿದೆ ಎಂದು ಆಸ್ಟ್ರೇಡ್ ಟ್ರೇಡ್ ಮತ್ತು ಹೂಡಿಕೆ ಕಮಿಷನರ್ ಪ್ರೀ ಆಟ್ವುಡ್ ಎಕ್ವಾಮ್, ಹೇಳಿದರು. bbox=[760, 385, 939, 527]
atul-bhosale-photo bbox=[648, 812, 744, 928]
brand-part1: ಸಂಜೆ bbox=[817, 9, 843, 27]
modi-attack-body-side: ಎಂದು ಘೋಷಿಸಿದರು. ನವದೆಹಲಿಯ ಪಕ್ಷದ ಪ್ರಧಾನ ಕಚೇರಿಯಲ್ಲಿ ಬಿಜೆಪಿ ಕಾರ್ಯಕರ್ತರನ್ನುದ್ದೇಶಿಸಿ ಮಾತನಾಡಿದ ಪ್ರಧಾನಿ ಮೋದಿ, ''ಹರಿಯಾಣದ ನಂತರ, ಮಹಾರಾಷ್ಟ್ರ ಚುನಾವಣೆಯ ಅತಿದೊಡ್ಡ ಅಂಶವೆಂದರೆ ಏಕತೆಯ ಸಂದೇಶ. ಏಕ್ ಹೈ ತೋ ಸೇಫ್ ಹೈ' ಎಂಬುದು ರಾಷ್ಟ್ರದ 'ಮಹಾ ಮಂತ್ರ'ವಾಗಿ ಪ್ರತಿಧ್ವನಿಸಿದೆ. ಜಾತಿ, ಧರ್ಮ, ಭಾಷೆ ಮತ್ತು ಪ್ರದೇಶದ ಆಧಾರದ ಮೇಲೆ ರಾಷ್ಟ್ರವನ್ನು ವಿಭಜಿಸಲು ಪ್ರಯತ್ನಿಸುತ್ತಿರುವ ಶಕ್ತಿಗಳಿಗೆ ಏಕತೆಯ ಭಾವನೆಯು ಬಲವಾದ ಹೊಡೆತವನ್ನು ನೀಡಿದೆ ಎಂದು ಪ್ರಧಾನಿ bbox=[521, 613, 747, 677]
nadda-callout-box: ನಡ್ಡಾ, ಜನಾದೇಶವನ್ನು ಒಪ್ಪಿಕೊಂಡಿದ್ದೇವೆ bbox=[182, 290, 294, 352]
lead-headline: ಮಹಾರಾಷ್ಟ್ರದಲ್ಲಿ ಮಹಾಯುತಿಗೆ 'ಪ್ರಚಂಡ ಗೆಲುವು' bbox=[79, 87, 677, 131]
bihar-body-col1: ಪಾಟ್ನಾ: ಬಿಹಾರ ವಿಧಾನಸಭಾ ಚುನಾವಣೆಗೆ ಇನ್ನೂ ಒಂದು ವರ್ಷಕ್ಕಿಂತ ಕಡಿಮೆ ಇರುವಂತೆಯೇ, ನವೆಂಬರ್ 13 ರಂದು ಉಪ ಚುನಾವಣೆ ನಡೆದಿದ್ದ ಎಲ್ಲಾ ನಾಲ್ಕು ವಿಧಾನಸಭಾ ಕ್ಷೇತ್ರಗಳಲ್ಲಿ ಆಡಳಿತಾರೂಢ ಎನ್ ಡಿ ಎ ಗೆಲುವು ಸಾಧಿಸಿದ್ದು, ವಿಪಕ್ಷಗಳ ಇಂಡಿಯಾ ಮೈತ್ರಿಕೂಟಕ್ಕೆ ದೊಡ್ಡ ಹೊಡೆತ ಬಿದ್ದಿದೆ. ಬೆಳಗಂಜ್, ಇಮಾಮ್‌ಗಂಜ್, ತರಾರಿ ಮತ್ತು ರಾಮಗಢ ಕ್ಷೇತ್ರಗಳ ಉಪ ಚುನಾವಣೆಯ ಫಲಿತಾಂಶ ಪ್ರಕಟಗೊಂಡಿದ್ದು, ಕಳೆದ ತಿಂಗಳಷ್ಟೇ ಚುನಾವಣೆ ಕಣಕ್ಕೆ ಇಳಿದಿದ್ದ ಜನ ಸುರಾಜ್ ಪಕ್ಷ ಖಾತೆ ತೆರೆಯುವಲ್ಲಿ ವಿಫಲವಾಗಿದೆ. ಉಪ ಚುನಾವಣೆ ಗೆಲುವಿನೊಂದಿಗೆ ಬಿಜೆಪಿಯ ಮತ್ತು ಮುಖ್ಯಮಂತ್ರಿ ನಿತೀಶ್ ಕುಮಾರ್ ಅವರ ನಾಯಕತ್ವದ ಮೇಲೆ ಜನರ ವಿಶ್ವಾಸ ವ್ಯಕ್ತವಾಗಿದೆ. ಉಪ ಮುಖ್ಯಮಂತ್ರಿ ಸಮ್ರಾಟ್ ಚೌಧರಿ, ಬಿಜೆಪಿಯ ಹಿರಿಯ ನಾಯಕ ಮಂಗಲ್ ಪಾಂಡೆ bbox=[332, 1257, 478, 1398]
issue-day: ಭಾನುವಾರ bbox=[843, 30, 869, 38]
modi-attack-body-bottom: ಗಮನಸೆಳೆದರು. ''ಈ ಮಂತ್ರವು ವಿಭಜನೆಯನ್ನು ಪ್ರಚಾರ ಮಾಡುವವರಿಗೆ ಪಾಠ ಕಲಿಸಿದೆ. ಅದು ಅವರಿಗೆ ಶಿಕ್ಷೆ ವಿಧಿಸಿದೆ. ಬುಡಕಟ್ಟು ಜನರು, ಒಬಿಸಿಗಳು, ದಲಿತರು ಮತ್ತು ಸಮಾಜದ ಪ್ರತಿಯೊಂದು ವರ್ಗವು ಬಿಜೆಪಿ-ಎನ್‌ಡಿಎ ಬೆನ್ನಿಗೆ ನಿಂತಿದೆ. ಇದು ಕಾಂಗ್ರೆಸ್ ಮತ್ತು ಇಂಡಿ ಮೈತ್ರಿಕೂಟದ ವಿಭಜಕ ಕಾರ್ಯಸೂಚಿಗೆ ಬಲವಾದ ಏಟು ನೀಡಿದೆ'' ಎಂದು ಅವರು ಹೇಳಿದರು. bbox=[455, 695, 747, 726]
sun-palm-icon: ☀ bbox=[842, 12, 854, 26]
beirut-rubble-photo bbox=[6, 1026, 361, 1156]
lebanon-kicker: ಲೆಬನಾನ್ ರಾಜಧಾನಿ ಬೈರುತ್ ಮೇಲೆ ಇಸ್ರೇಲ್ ವೈಮಾನಿಕ ದಾಳಿ bbox=[32, 752, 335, 770]
lead-body-col1: ಮಹಾರಾಷ್ಟ್ರ: ಮಹಾರಾಷ್ಟ್ರದಲ್ಲಿ 'ಮಹಾಯುತಿ' ವಿಜಯವನ್ನು ನಾವು ಆಚರಿಸುತ್ತಿದ್ದೇವೆ. ಇಂದು ಮಹಾರಾಷ್ಟ್ರದಲ್ಲಿ 'ವಿಕಾಸವಾದ' ಗೆದ್ದಿದೆ, ನಿಜವಾದ ಸಾಮಾಜಿಕ ಮೌಲ್ಯಗಳು ಗೆದ್ದಿವೆ, ಇಂದು ರಾಜ್ಯದಲ್ಲಿ ಸುಳ್ಳು, ದ್ರೋಹ ಸೋತಿದೆ ಎಂದು ಪ್ರಧಾನಿ ಹೇಳಿದರು. ಮಹಾರಾಷ್ಟ್ರ ವಿಧಾನಸಭೆ ಚುನಾವಣೆಯಲ್ಲಿ ಬಿಜೆಪಿ ನೇತೃತ್ವದ ಮಹಾಯುತಿ ಪ್ರಚಂಡ ಬಹುಮತ ಸಾಧಿಸುತ್ತಿದ್ದಂತೆ ವಿಜಯೋತ್ಸವ ಭಾಷಣ ಮಾಡಿದ ಪ್ರಧಾನಿ ನರೇಂದ್ರ ಮೋದಿ, ಮಹಾರಾಷ್ಟ್ರದ ಜನತೆಗೆ ಧನ್ಯವಾದ ತಿಳಿಸಿದರು. ಮಹಾರಾಷ್ಟ್ರದಲ್ಲಿ 'ಮಹಾಯುತಿ' ವಿಜಯವನ್ನು ನಾವು ಆಚರಿಸುತ್ತಿದ್ದೇವೆ. ಜಾರ್ಖಂಡ್ ನಲ್ಲಿ ಜೆಎಂಎಂ ನೇತೃತ್ವದ ಮೈತ್ರಿಕೂಟದ ಸಾಧನೆಗಾಗಿ ಅಭಿನಂದಿಸುತ್ತೇನೆ. ವಿವಿಧ ರಾಜ್ಯಗಳ ಉಪಚುನಾವಣೆಗಳ ಫಲಿತಾಂಶಗಳು ಬಿಜೆಪಿಗೆ ಬಲ ನೀಡಿವೆ. ಮಹಾರಾಷ್ಟ್ರದ ಜನತೆ ಅಭಿವೃದ್ಧಿ ಮತ್ತು ಉತ್ತಮ ಆಡಳಿತಕ್ಕೆ ಮತ ನೀಡಿದ್ದಾರೆ. ವಿಶ್ವದ ಪ್ರತಿ ಇಂಡಿಯಾ ಕೂಟವನ್ನು ತಿರಸ್ಕರಿಸಿದ್ದಾರೆ. ಮೋದಿ, ಮಹಾರಾಷ್ಟ್ರದಲ್ಲಿ ಅಭಿವೃದ್ಧಿ ಹೆಸರಿನಲ್ಲಿ ಬಿಜೆಪಿ ಪ್ರಚಂಡ ಗೆಲುವು ಸಾಧಿಸಿದೆ. 'ಏಕ್ ಹೈ ತೋ ಸೇಫ್ ಹೈ' ಎನ್ನುವ ಸಂದೇಶ ದೇಶದ ಮಹಾ ಮಂತ್ರವಾಗಿದೆ. ಕಾಂಗ್ರೆಸ್ ಸಂವಿಧಾನದ ಹೆಸರಿನಲ್ಲಿ ಸುಳ್ಳು ಹರಡಿತು. ಇಂದು ಬಿಜೆಪಿ ಮತ್ತು ಎನ್‌ಡಿಎ ಮೈತ್ರಿಕೂಟಕ್ಕೆ ಜನರು ಆಶೀರ್ವಾದ ಮಾಡಿದ್ದಾರೆ. ಜಾರ್ಖಂಡ್‌ನಲ್ಲಿ ಜನಾದೇಶವನ್ನು ಗೌರವಿಸುತ್ತೇವೆ. bbox=[6, 139, 176, 324]
nadda-text-below: ಜಾರ್ಖಂಡ್ ರಾಜ್ಯದಲ್ಲಿ ನಮ್ಮ ಪಕ್ಷವು ರಚನಾತ್ಮಕ ವಿರೋಧ ಪಕ್ಷದ ಪಾತ್ರವನ್ನು ವಹಿಸುತ್ತದೆ ಎಂದು ಪ್ರತಿಪಾದಿಸಿದ್ದಾರೆ. ಚುನಾವಣಾ ಫಲಿತಾಂಶದ ನಂತರ ಬಿಜೆಪಿ ಪ್ರಧಾನ ಕಚೇರಿಯಲ್ಲಿ ಆಯೋಜಿಸಲಾದ ಕಾರ್ಯಕ್ರಮವನ್ನು ಉದ್ದೇಶಿಸಿ ಮಾತನಾಡಿದ ಜೆ.ಪಿ. ನಡ್ಡಾ, ಜಾರ್ಖಂಡ್‌ನಲ್ಲಿ ಜನಾದೇಶವನ್ನು ಒಪ್ಪಿಕೊಂಡಿದ್ದೇವೆ. ತಮ್ಮ ಪಕ್ಷವು ರಾಜ್ಯದಲ್ಲಿ ರಚನಾತ್ಮಕ ವಿರೋಧ ಪಕ್ಷದ ಪಾತ್ರವನ್ನು ವಹಿಸುತ್ತದೆ. ಕೊನೆಯ ಉಸಿರು ಇರುವವರೆಗೂ ನಾವು ಬಾಂಗ್ಲಾದೇಶದ ಒಳನುಸುಳುವಿಕೆಯ ವಿರುದ್ಧ ಹೋರಾಡುತ್ತೇವೆ ಎಂದು ಪ್ರತಿಪಾದಿಸಿದರು. ಇತ್ತೀಚಿನ ಸುತ್ತಿನ ಚುನಾವಣೆಗಳಲ್ಲಿ ಮಹಾರಾಷ್ಟ್ರ ಮತ್ತು ಇತರ ರಾಜ್ಯಗಳ ಜನರು ಮೋದಿಯವರ ಅಭಿವೃದ್ಧಿಯ ಕಾರ್ಯಸೂಚಿ ಮತ್ತು ರಾಷ್ಟ್ರಕ್ಕೆ ಸೇವೆ ಸಲ್ಲಿಸುವ ಅವರ ಸಂಕಲ್ಪಕ್ಕೆ ತಮ್ಮ ಮತ ಹಾಕಿದ್ದಾರೆ ಎಂದು ಜೆ.ಪಿ. ನಡ್ಡಾ ಹೇಳಿದ್ದಾರೆ. bbox=[182, 355, 450, 430]
divider bbox=[363, 748, 364, 1158]
bihar-headline: ಬಿಹಾರ ಉಪ ಚುನಾವಣೆ: ನಾಲ್ಕು ಕ್ಷೇತ್ರಗಳಲ್ಲಿ ಓಆಂ ಗೆಲುವು, ಖಾತೆ ತೆರೆಯುವಲ್ಲಿ 'ಜನ ಸುರಾಜ್ 'ವಿಫಲ bbox=[332, 1171, 899, 1244]
chavan-body-col1: ಮಹಾರಾಷ್ಟ್ರದ ಪ್ರಮುಖ ಕ್ಷೇತ್ರಗಳಲ್ಲಿ ಒಂದಾದ ಕರಾಡ್ ದಕ್ಷಿಣ ಕ್ಷೇತ್ರದಿಂದ ಹಿರಿಯ ಕಾಂಗ್ರೆಸ್ ನಾಯಕ ಪೃಥ್ವಿರಾಜ್ ಚೌಹಾಣ್ ಅವರು ಸತತ ಮೂರು ಅವಧಿಗೆ ಗೆಲುವು ಸಾಧಿಸಿದ್ದರು. ಆದರೆ ಈ ಬಾರಿ ಬಿಜೆಪಿ ಅಭ್ಯರ್ಥಿ ಅತುಲ್ ಭೋಸ್ಲೆ ಅವರ ವಿರುದ್ಧ ಸೋಲು ಅನುಭವಿಸಿದ್ದಾರೆ. ಪೃಥ್ವಿರಾಜ್ ಚೌಹಾಣ್ ಅವರು ವಿಧಾನಸಭಾ ಚುನಾವಣೆಯಲ್ಲಿ ವ್ಯಾಪಕ ಪ್ರಚಾರ ನಡೆಸಿದ್ದರು. ಮಹಾ ವಿಕಾಸ ಅಘಾಡಿ bbox=[368, 929, 556, 982]
brand-part2: ಮುಗಿಲು bbox=[853, 9, 895, 27]
trade-mission-headline: ಬೆಂಗಳೂರು, ಚೆನ್ನೈಗೆ ಆಸ್ಟ್ರೇಲಿಯನ್ ಡಿಜಿಟೆಕ್ ಟ್ರೇಡ್ ಮಿಷನ್ ಭೇಟಿ bbox=[760, 323, 925, 381]
modi-portrait bbox=[455, 612, 517, 694]
prithviraj-chavan-photo bbox=[560, 812, 644, 928]
